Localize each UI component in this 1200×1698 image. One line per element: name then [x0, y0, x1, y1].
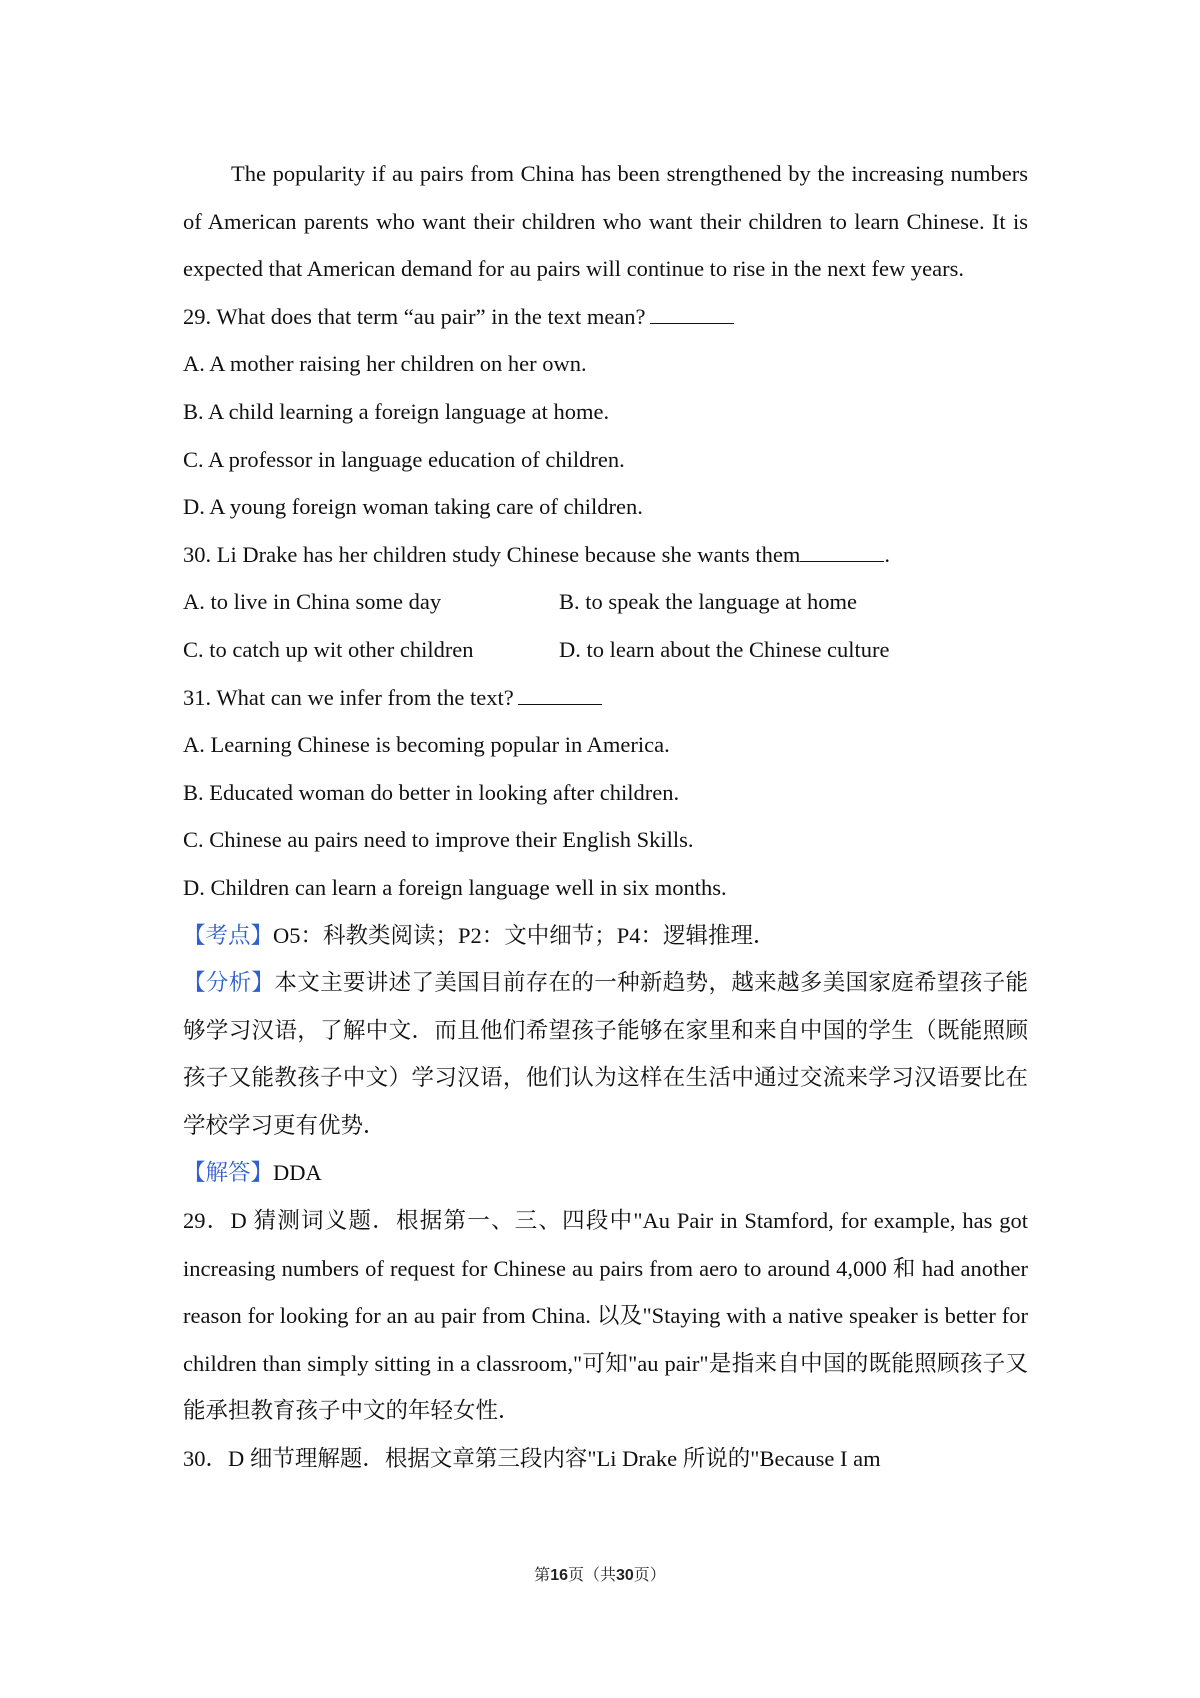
question-29-stem: [183, 293, 1028, 341]
kaodian-tag: 【考点】: [183, 922, 274, 948]
question-31-stem: [183, 674, 1028, 722]
fenxi-text: 本文主要讲述了美国目前存在的一种新趋势，越来越多美国家庭希望孩子能够学习汉语，了解中文．而且他们希望孩子能够在家里和来自中国的学生（既能照顾孩子又能教孩子中文）学习汉语，他们认为这样在生活中通过交流来学习汉语要比在学校学习更有优势．: [183, 970, 1028, 1138]
question-29-option-a: A. A mother raising her children on her own.: [183, 351, 587, 377]
jieda-section: [183, 1149, 1028, 1197]
page-footer: [0, 1562, 1200, 1585]
question-30-option-b: B. to speak the language at home: [559, 589, 858, 615]
passage-paragraph: The popularity if au pairs from China has been strengthened by the increasing numbers of American parents who want their children who want their children to learn Chinese. It is expected that American demand for au pairs will continue to rise in the next few years.: [183, 161, 1028, 282]
question-29-stem-text: 29. What does that term “au pair” in the text mean?: [183, 303, 646, 329]
explanation-29: 29．D 猜测词义题．根据第一、三、四段中"Au Pair in Stamford, for example, has got increasing numbers of request for Chinese au pairs from aero to around 4,000 和 had another reason for looking for an au pair from China. 以及"Staying with a native speaker is better for children than simply sitting in a classroom,"可知"au pair"是指来自中国的既能照顾孩子又能承担教育孩子中文的年轻女性．: [183, 1208, 1028, 1424]
question-30-stem-end: .: [884, 541, 890, 567]
question-29-option-d: D. A young foreign woman taking care of children.: [183, 494, 643, 520]
question-31-option-b: B. Educated woman do better in looking after children.: [183, 779, 680, 805]
jieda-text: DDA: [273, 1160, 322, 1186]
explanation-30: 30．D 细节理解题．根据文章第三段内容"Li Drake 所说的"Because I am: [183, 1446, 881, 1472]
question-30-stem: [183, 531, 1028, 579]
question-30-stem-text: 30. Li Drake has her children study Chinese because she wants them: [183, 541, 801, 567]
footer-total-pages: 30: [616, 1567, 634, 1584]
answer-blank: [650, 303, 734, 324]
page-content: [183, 150, 1028, 1483]
question-31-stem-text: 31. What can we infer from the text?: [183, 684, 514, 710]
question-30-options-row-2: [183, 626, 1028, 674]
jieda-tag: 【解答】: [183, 1160, 274, 1186]
question-29-option-b: B. A child learning a foreign language at home.: [183, 398, 610, 424]
footer-prefix: 第: [534, 1565, 551, 1584]
question-31-option-c: C. Chinese au pairs need to improve their English Skills.: [183, 827, 694, 853]
footer-page-number: 16: [550, 1567, 568, 1584]
answer-blank: [518, 684, 602, 705]
question-30-option-d: D. to learn about the Chinese culture: [559, 636, 890, 662]
question-29-option-c: C. A professor in language education of children.: [183, 446, 625, 472]
footer-middle: 页（共: [567, 1565, 616, 1584]
fenxi-tag: 【分析】: [183, 970, 275, 996]
question-30-option-a: A. to live in China some day: [183, 589, 442, 615]
kaodian-text: O5：科教类阅读；P2：文中细节；P4：逻辑推理．: [273, 922, 776, 948]
answer-blank: [800, 541, 884, 562]
question-30-option-c: C. to catch up wit other children: [183, 636, 474, 662]
footer-suffix: 页）: [633, 1565, 666, 1584]
question-30-options-row-1: [183, 578, 1028, 626]
question-31-option-d: D. Children can learn a foreign language well in six months.: [183, 874, 727, 900]
question-31-option-a: A. Learning Chinese is becoming popular in America.: [183, 732, 670, 758]
kaodian-section: [183, 912, 1028, 960]
fenxi-section: [183, 959, 1028, 1149]
